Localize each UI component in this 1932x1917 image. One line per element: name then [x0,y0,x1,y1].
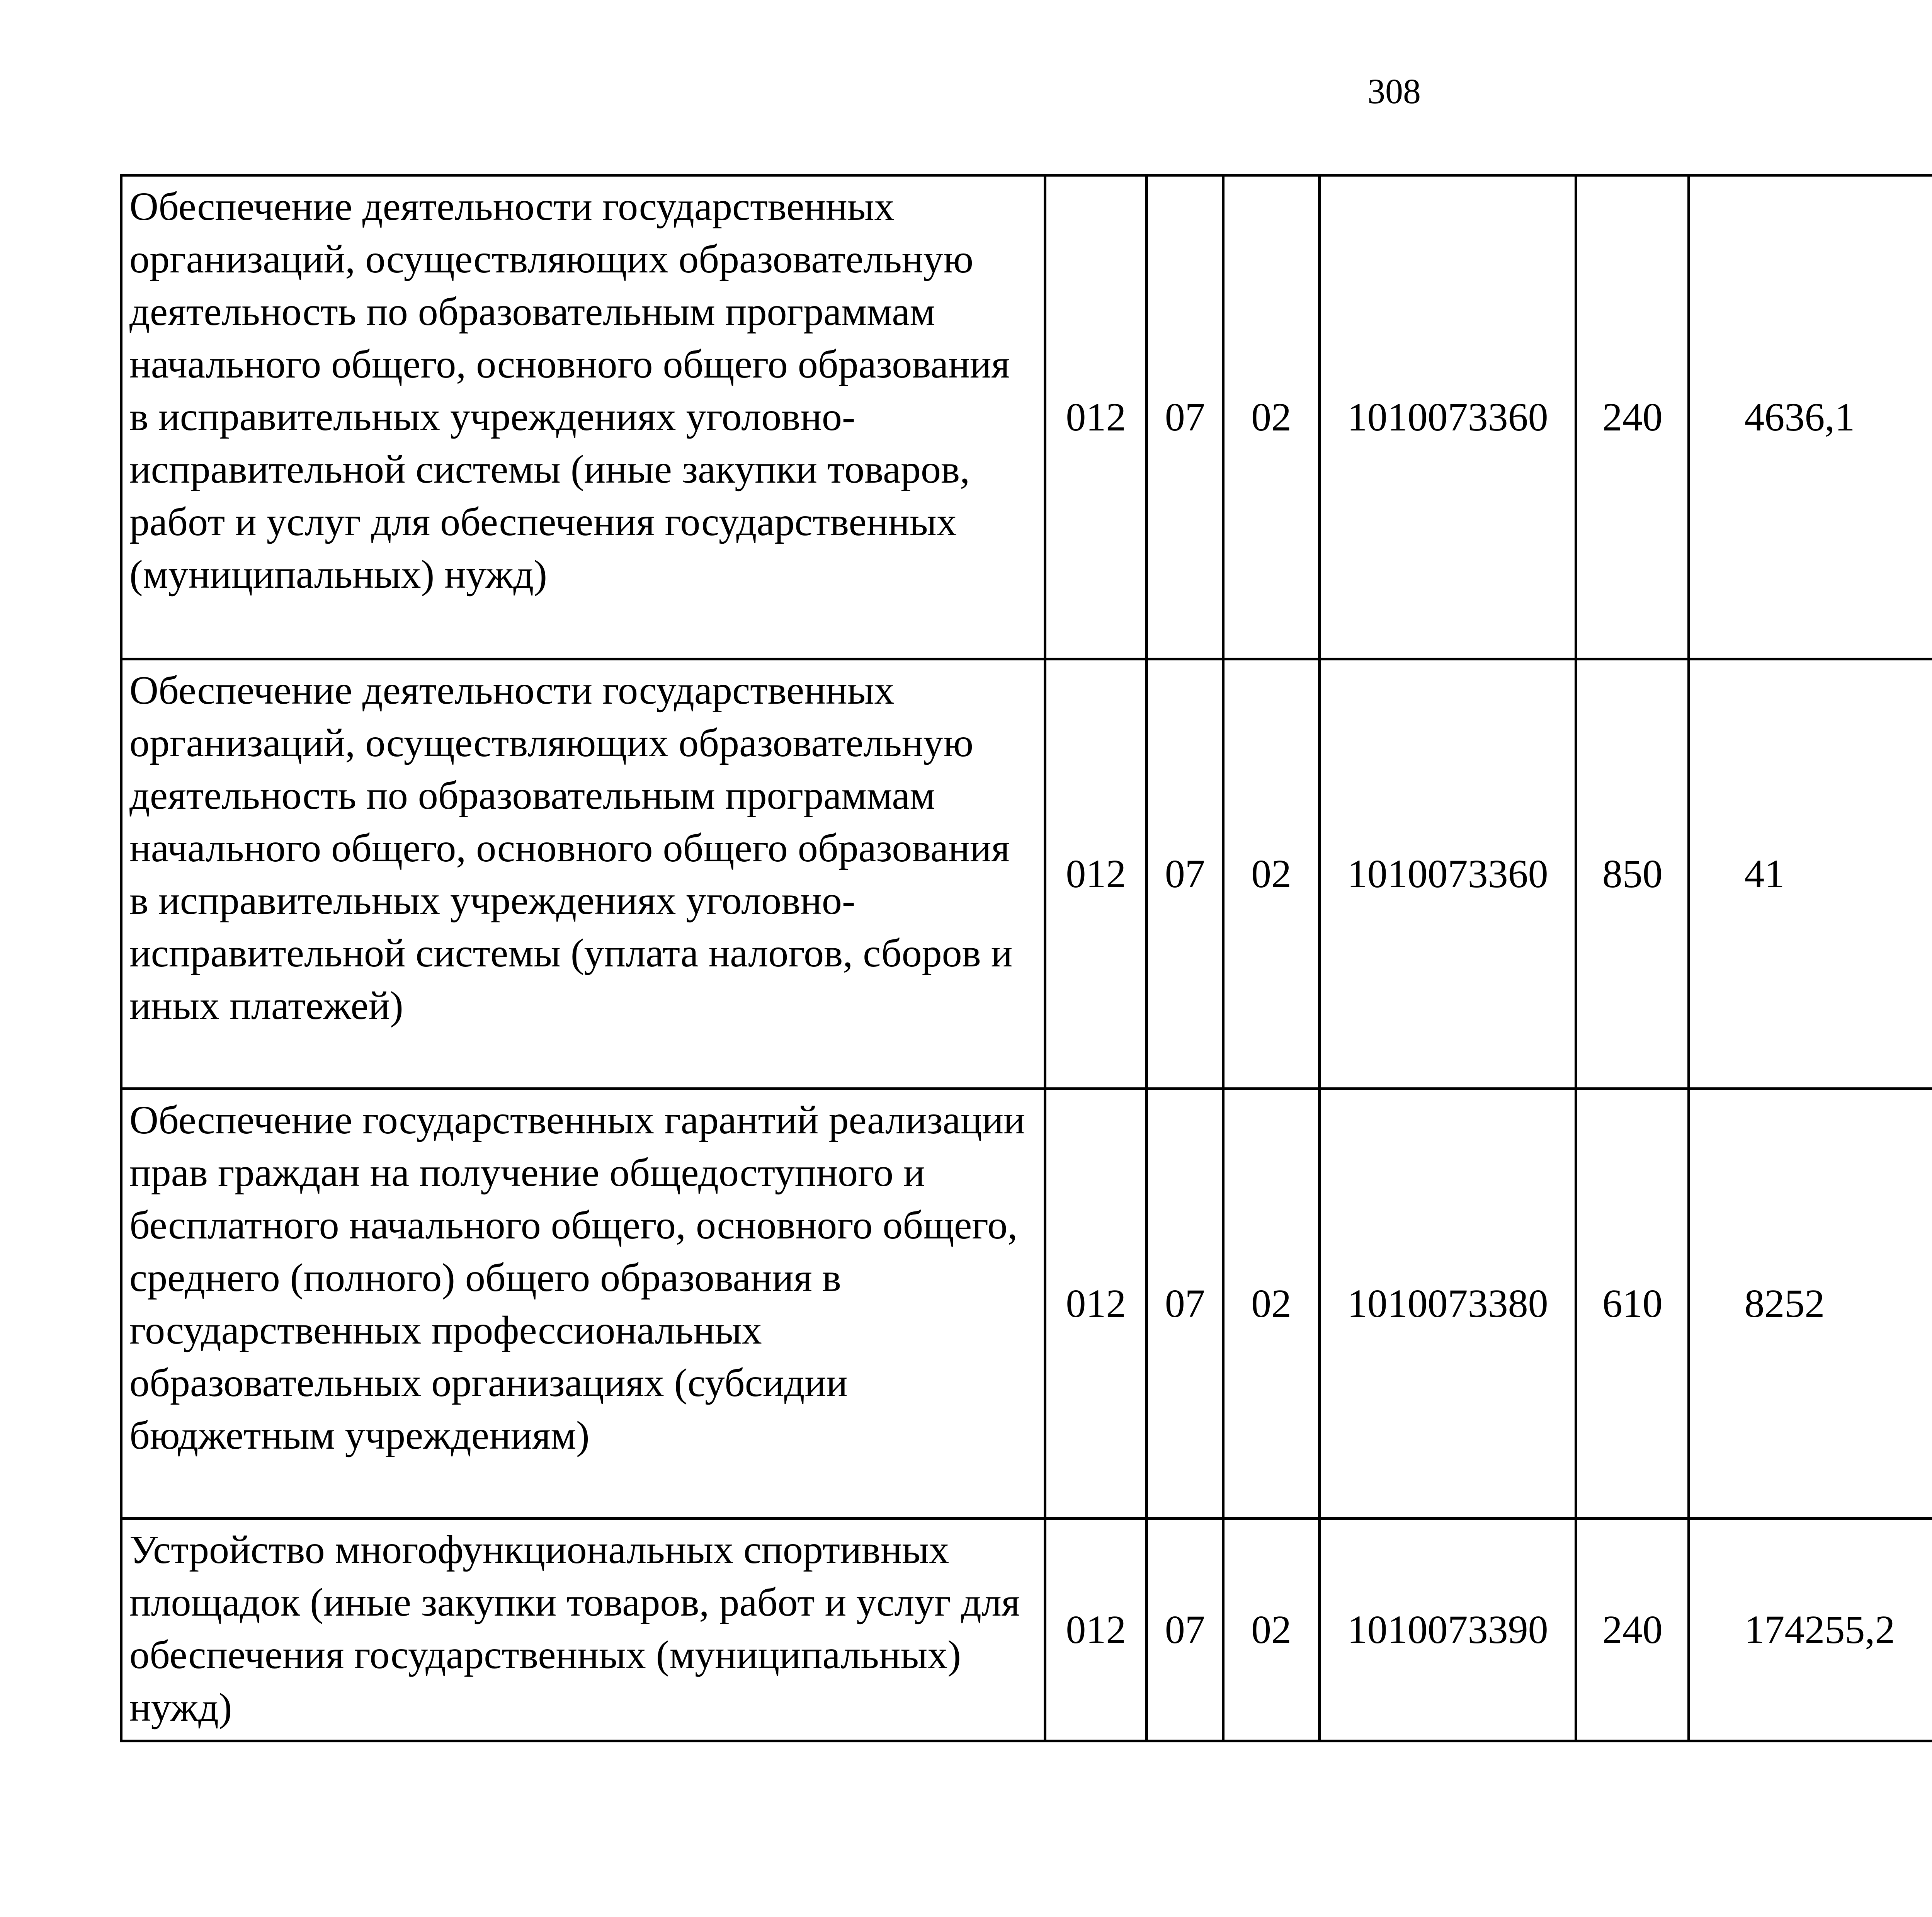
amount-year-1: 4636,1 [1689,175,1932,659]
section-code: 07 [1147,1089,1223,1519]
target-article-code: 1010073380 [1319,1089,1576,1519]
budget-table [120,174,1932,1742]
target-article-code: 1010073360 [1319,659,1576,1089]
section-code: 07 [1147,1519,1223,1741]
row-description: Обеспечение государственных гарантий реализации прав граждан на получение общедоступного и бесплатного начального общего, основного общего, среднего (полного) общего образования в государственных профессиональных образовательных организациях (субсидии бюджетным учреждениям) [121,1089,1045,1519]
subsection-code: 02 [1223,659,1320,1089]
section-code: 07 [1147,659,1223,1089]
row-description: Устройство многофункциональных спортивных площадок (иные закупки товаров, работ и услуг для обеспечения государственных (муниципальных) нужд) [121,1519,1045,1741]
target-article-code: 1010073390 [1319,1519,1576,1741]
table-row [121,659,1932,1089]
ministry-code: 012 [1045,1519,1147,1741]
amount-year-1: 8252 [1689,1089,1932,1519]
expense-type-code: 850 [1576,659,1689,1089]
page-number: 308 [1367,71,1421,111]
subsection-code: 02 [1223,1089,1320,1519]
ministry-code: 012 [1045,659,1147,1089]
target-article-code: 1010073360 [1319,175,1576,659]
row-description: Обеспечение деятельности государственных организаций, осуществляющих образовательную деятельность по образовательным программам начального общего, основного общего образования в исправительных учреждениях уголовно-исправительной системы (иные закупки товаров, работ и услуг для обеспечения государственных (муниципальных) нужд) [121,175,1045,659]
expense-type-code: 610 [1576,1089,1689,1519]
ministry-code: 012 [1045,1089,1147,1519]
subsection-code: 02 [1223,175,1320,659]
table-row [121,1089,1932,1519]
expense-type-code: 240 [1576,1519,1689,1741]
amount-year-1: 41 [1689,659,1932,1089]
ministry-code: 012 [1045,175,1147,659]
table-row [121,1519,1932,1741]
row-description: Обеспечение деятельности государственных организаций, осуществляющих образовательную деятельность по образовательным программам начального общего, основного общего образования в исправительных учреждениях уголовно-исправительной системы (уплата налогов, сборов и иных платежей) [121,659,1045,1089]
expense-type-code: 240 [1576,175,1689,659]
table-row [121,175,1932,659]
subsection-code: 02 [1223,1519,1320,1741]
section-code: 07 [1147,175,1223,659]
amount-year-1: 174255,2 [1689,1519,1932,1741]
